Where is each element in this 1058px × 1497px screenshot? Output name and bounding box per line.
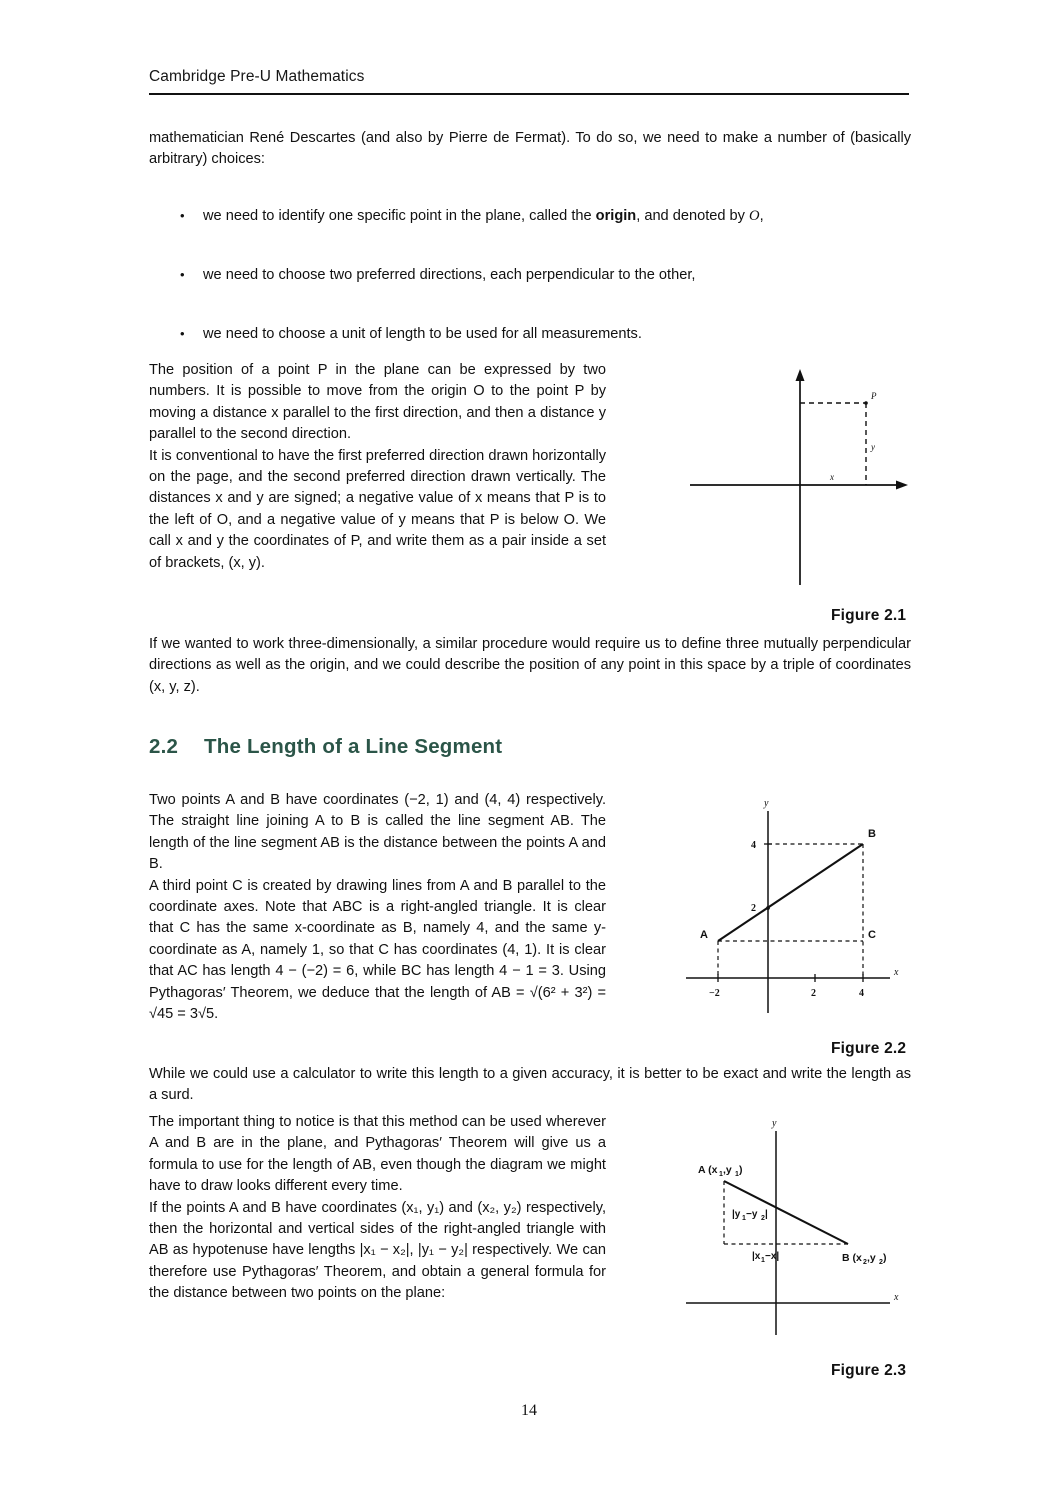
horizontal-distance-sub1: 1 — [761, 1257, 765, 1264]
intro-paragraph: mathematician René Descartes (and also by Pierre de Fermat). To do so, we need to make a number of (basically arbitrary) choices: — [149, 130, 911, 168]
line-segment-ab — [718, 844, 863, 941]
figure-2-2-caption: Figure 2.2 — [831, 1040, 907, 1057]
vertical-distance-sub2: 2 — [761, 1215, 765, 1222]
x-tick-label-4: 4 — [859, 988, 864, 999]
point-b-label-mid: ,y — [867, 1252, 876, 1264]
paragraph: It is conventional to have the first preferred direction drawn horizontally on the page, and the second preferred direction drawn vertically. The distances x and y are signed; a negative value of x means that P is to the left of O, and a negative value of y means that P is below O. We call x and y the coordinates of P, and write them as a pair inside a set of brackets, (x, y). — [149, 447, 606, 571]
bullet-text-bold: origin — [595, 208, 637, 224]
bullet-math-symbol: O — [749, 208, 760, 224]
bullet-text-post: , — [759, 208, 764, 224]
section-heading-2-2 — [149, 735, 502, 759]
point-a-label: A — [700, 929, 708, 941]
x-axis-label: x — [894, 1292, 899, 1303]
figure-2-2-svg — [672, 793, 922, 1033]
point-b-label-sub2: 2 — [879, 1259, 883, 1266]
point-b-label-close: ) — [883, 1252, 887, 1264]
paragraph: If the points A and B have coordinates (x₁, y₁) and (x₂, y₂) respectively, then the horizontal and vertical sides of the right-angled triangle with AB as hypotenuse have lengths |x₁ − x₂|, |y₁ − y₂| respectively. We can therefore use Pythagoras′ Theorem, and obtain a general formula for the distance between two points on the plane: — [149, 1199, 606, 1302]
point-p-marker — [864, 401, 868, 405]
header-rule — [149, 93, 909, 95]
paragraph: Two points A and B have coordinates (−2, 1) and (4, 4) respectively. The straight line joining A to B is called the line segment AB. The length of the line segment AB is the distance between the points A and B. — [149, 792, 606, 873]
vertical-distance-mid: −y — [746, 1209, 758, 1220]
figure-2-2 — [672, 793, 922, 1038]
y-distance-label: y — [871, 442, 875, 452]
header-title: Cambridge Pre-U Mathematics — [149, 68, 365, 85]
bullet-text-pre: we need to choose a unit of length to be used for all measurements. — [203, 326, 642, 342]
y-axis-label: y — [764, 798, 769, 809]
paragraph: A third point C is created by drawing lines from A and B parallel to the coordinate axes. Note that ABC is a right-angled triangle. It is clear that C has the same x-coordinate as B, namely 4, and the same y-coordinate as A, namely 1, so that C has coordinates (4, 1). It is clear that AC has length 4 − (−2) = 6, while BC has length 4 − 1 = 3. Using Pythagoras′ Theorem, we deduce that the length of AB = √(6² + 3²) = √45 = 3√5. — [149, 877, 606, 1023]
three-dimensional-paragraph: If we wanted to work three-dimensionally, a similar procedure would require us to define three mutually perpendicular directions as well as the origin, and we could describe the position of any point in this space by a triple of coordinates (x, y, z). — [149, 636, 911, 695]
vertical-distance-sub1: 1 — [742, 1215, 746, 1222]
bullet-text-mid: , and denoted by — [636, 208, 750, 224]
figure-2-3-svg — [672, 1113, 922, 1358]
list-item — [176, 324, 911, 345]
choices-bullet-list — [176, 206, 911, 383]
point-p-label: P — [871, 391, 877, 401]
horizontal-distance-mid: −x| — [765, 1251, 780, 1262]
column-text-two — [149, 790, 606, 1025]
figure-2-1-svg — [672, 363, 917, 603]
x-distance-label: x — [830, 472, 834, 482]
figure-2-3 — [672, 1113, 922, 1363]
section-number: 2.2 — [149, 735, 179, 758]
horizontal-distance-label: |x — [752, 1251, 761, 1262]
section-title: The Length of a Line Segment — [204, 735, 503, 758]
line-segment-ab — [724, 1181, 848, 1244]
bullet-text-pre: we need to identify one specific point in the plane, called the — [203, 208, 596, 224]
y-axis-arrow — [796, 369, 805, 381]
vertical-distance-close: | — [765, 1209, 768, 1220]
column-text-three — [149, 1112, 606, 1305]
point-b-label: B (x — [842, 1252, 862, 1264]
point-a-label-close: ) — [739, 1164, 743, 1176]
x-axis-arrow — [896, 481, 908, 490]
y-intercept-marker — [766, 906, 770, 910]
point-b-label: B — [868, 828, 876, 840]
y-tick-label-4: 4 — [751, 840, 756, 851]
figure-2-3-caption: Figure 2.3 — [831, 1362, 907, 1379]
y-axis-label: y — [772, 1118, 777, 1129]
column-text-one — [149, 360, 606, 574]
y-tick-label-2: 2 — [751, 903, 756, 914]
x-axis-label: x — [894, 967, 899, 978]
page-number: 14 — [521, 1402, 537, 1419]
point-a-label-mid: ,y — [723, 1164, 732, 1176]
x-tick-label-2: 2 — [811, 988, 816, 999]
point-a-label-sub2: 1 — [735, 1171, 739, 1178]
paragraph: The position of a point P in the plane can be expressed by two numbers. It is possible to move from the origin O to the point P by moving a distance x parallel to the first direction, and then a distance y parallel to the second direction. — [149, 362, 606, 443]
bullet-text-pre: we need to choose two preferred directions, each perpendicular to the other, — [203, 267, 696, 283]
x-tick-label-minus2: −2 — [709, 988, 720, 999]
list-item — [176, 206, 911, 227]
point-c-label: C — [868, 929, 876, 941]
figure-2-1 — [672, 363, 917, 608]
list-item — [176, 265, 911, 286]
point-a-label: A (x — [698, 1164, 718, 1176]
surd-paragraph: While we could use a calculator to write this length to a given accuracy, it is better to be exact and write the length as a surd. — [149, 1066, 911, 1104]
point-b-label-sub1: 2 — [863, 1259, 867, 1266]
vertical-distance-label: |y — [732, 1209, 741, 1220]
point-a-label-sub1: 1 — [719, 1171, 723, 1178]
figure-2-1-caption: Figure 2.1 — [831, 607, 907, 624]
paragraph: The important thing to notice is that this method can be used wherever A and B are in the plane, and Pythagoras′ Theorem will give us a formula to use for the length of AB, even though the diagram we might have to draw looks different every time. — [149, 1114, 606, 1195]
page-header — [149, 68, 909, 95]
